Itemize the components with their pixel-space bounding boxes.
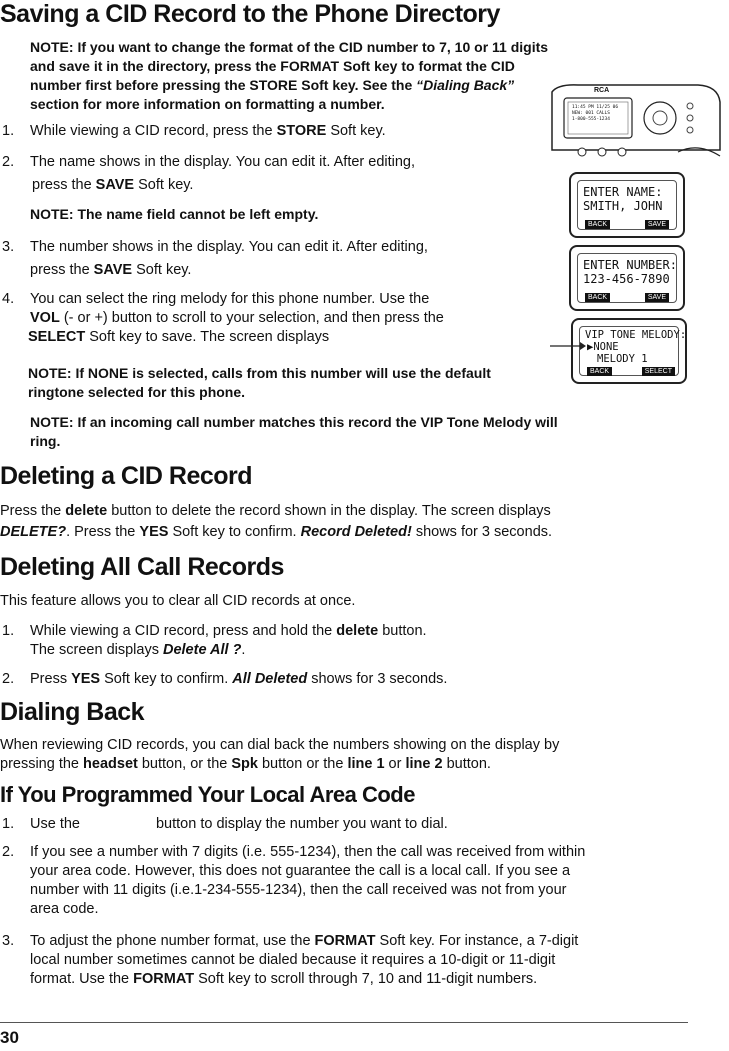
step-number: 2. xyxy=(2,154,15,170)
key-delete: delete xyxy=(336,623,379,639)
step-text: Soft key. xyxy=(134,177,194,193)
delete-all-intro: This feature allows you to clear all CID records at once. xyxy=(0,593,356,609)
para-text: When reviewing CID records, you can dial back the numbers showing on the display by xyxy=(0,737,560,753)
step-text: While viewing a CID record, press and hold the xyxy=(30,623,337,639)
step-text: press the xyxy=(32,177,96,193)
lcd-enter-number xyxy=(569,245,685,311)
step-text: Soft key. xyxy=(132,262,192,278)
step-text: shows for 3 seconds. xyxy=(307,671,448,687)
note-name-required: NOTE: The name field cannot be left empty. xyxy=(30,206,319,222)
area-code-step-1 xyxy=(2,815,448,834)
para-text: Press the xyxy=(0,503,66,519)
step-text: The screen displays xyxy=(30,642,163,658)
lcd-line: ENTER NAME: xyxy=(583,185,663,199)
note-line: section for more information on formatting a number. xyxy=(30,96,385,112)
key-save: SAVE xyxy=(93,262,133,278)
section-title-saving-cid: Saving a CID Record to the Phone Directory xyxy=(0,0,500,28)
key-select: SELECT xyxy=(28,329,86,345)
dialing-back-paragraph xyxy=(0,736,600,774)
step-3 xyxy=(2,238,428,280)
para-text: pressing the xyxy=(0,756,84,772)
step-number: 4. xyxy=(2,291,15,307)
key-spk: Spk xyxy=(231,756,258,772)
step-text: The name shows in the display. You can edit it. After editing, xyxy=(30,154,416,170)
step-text: The number shows in the display. You can edit it. After editing, xyxy=(30,239,428,255)
note-italic-ref: “Dialing Back” xyxy=(416,77,515,93)
screen-text-all-deleted: All Deleted xyxy=(232,671,308,687)
key-line-1: line 1 xyxy=(347,756,385,772)
note-line: NOTE: If you want to change the format of the CID number to 7, 10 or 11 digits xyxy=(30,39,549,55)
step-text: Press xyxy=(30,671,72,687)
step-text: button to display the number you want to dial. xyxy=(155,816,448,832)
note-none-ringtone xyxy=(28,364,491,402)
step-text: format. Use the xyxy=(30,971,134,987)
lcd-line: ENTER NUMBER: xyxy=(583,258,677,272)
step-number: 3. xyxy=(2,933,15,949)
key-format: FORMAT xyxy=(133,971,195,987)
key-yes: YES xyxy=(71,671,101,687)
section-title-deleting-cid: Deleting a CID Record xyxy=(0,462,253,490)
step-text: Use the xyxy=(30,816,80,832)
step-number: 1. xyxy=(2,623,15,639)
note-line: NOTE: If an incoming call number matches this record the VIP Tone Melody will xyxy=(30,414,558,430)
note-line xyxy=(30,76,610,95)
step-text: press the xyxy=(30,262,94,278)
lcd-line: SMITH, JOHN xyxy=(583,199,663,213)
step-text: Soft key to confirm. xyxy=(100,671,233,687)
step-text: You can select the ring melody for this phone number. Use the xyxy=(30,291,430,307)
step-text: Soft key. xyxy=(326,123,386,139)
lcd-vip-melody xyxy=(571,318,687,384)
section-title-deleting-all: Deleting All Call Records xyxy=(0,553,284,581)
note-line: ring. xyxy=(30,433,61,449)
step-number: 3. xyxy=(2,239,15,255)
lcd-line: VIP TONE MELODY: xyxy=(585,329,687,341)
key-store: STORE xyxy=(276,123,327,139)
lcd-line: ▶NONE xyxy=(587,341,619,353)
step-1 xyxy=(2,122,386,141)
lcd-line: 123-456-7890 xyxy=(583,272,670,286)
note-line: NOTE: If NONE is selected, calls from this number will use the default xyxy=(28,365,491,381)
lcd-enter-name xyxy=(569,172,685,238)
softkey-back: BACK xyxy=(585,293,610,302)
step-text: If you see a number with 7 digits (i.e. 555-1234), then the call was received from within xyxy=(30,844,586,860)
key-headset: headset xyxy=(83,756,138,772)
step-text: your area code. However, this does not guarantee the call is a local call. If you see a xyxy=(30,863,571,879)
lcd-option: NONE xyxy=(593,341,619,353)
phone-display-line: NEW: 001 CALLS xyxy=(572,111,610,116)
step-number: 1. xyxy=(2,123,15,139)
step-4 xyxy=(2,290,444,347)
softkey-back: BACK xyxy=(585,220,610,229)
softkey-back: BACK xyxy=(587,367,612,376)
delete-all-step-2 xyxy=(2,670,447,689)
phone-illustration xyxy=(548,82,724,160)
screen-text-delete-all: Delete All ? xyxy=(162,642,242,658)
step-text: (- or +) button to scroll to your selection, and then press the xyxy=(59,310,444,326)
step-text: Soft key. For instance, a 7-digit xyxy=(375,933,579,949)
key-delete: delete xyxy=(65,503,108,519)
step-2 xyxy=(2,153,415,195)
step-text: local number sometimes cannot be dialed because it requires a 10-digit or 11-digit xyxy=(30,952,556,968)
para-text: shows for 3 seconds. xyxy=(411,524,553,540)
phone-display-line: 1-800-555-1234 xyxy=(572,117,610,122)
step-text: While viewing a CID record, press the xyxy=(30,123,277,139)
softkey-select: SELECT xyxy=(642,367,675,376)
step-text: To adjust the phone number format, use the xyxy=(30,933,315,949)
note-vip-melody xyxy=(30,413,558,451)
footer-rule xyxy=(0,1022,688,1023)
step-text: Soft key to save. The screen displays xyxy=(85,329,330,345)
step-text: number with 11 digits (i.e.1-234-555-1234), then the call received was not from your xyxy=(30,882,567,898)
para-text: Soft key to confirm. xyxy=(168,524,301,540)
section-title-dialing-back: Dialing Back xyxy=(0,698,145,726)
delete-record-paragraph xyxy=(0,502,600,542)
note-format xyxy=(30,38,610,114)
para-text: or xyxy=(384,756,406,772)
para-text: button or the xyxy=(257,756,348,772)
screen-text-record-deleted: Record Deleted! xyxy=(300,524,412,540)
para-text: button to delete the record shown in the display. The screen displays xyxy=(107,503,551,519)
key-save: SAVE xyxy=(95,177,135,193)
softkey-save: SAVE xyxy=(645,220,669,229)
note-line: and save it in the directory, press the FORMAT Soft key to format the CID xyxy=(30,58,515,74)
key-line-2: line 2 xyxy=(405,756,443,772)
key-yes: YES xyxy=(139,524,169,540)
step-number: 1. xyxy=(2,816,15,832)
section-title-local-area-code: If You Programmed Your Local Area Code xyxy=(0,782,415,807)
screen-text-delete: DELETE? xyxy=(0,524,67,540)
key-format: FORMAT xyxy=(314,933,376,949)
step-text: . xyxy=(241,642,246,658)
area-code-step-3 xyxy=(2,932,578,989)
softkey-save: SAVE xyxy=(645,293,669,302)
page-number: 30 xyxy=(0,1028,19,1047)
para-text: . Press the xyxy=(66,524,140,540)
lcd-line: MELODY 1 xyxy=(597,353,648,365)
key-vol: VOL xyxy=(30,310,60,326)
delete-all-step-1 xyxy=(2,622,427,660)
step-number: 2. xyxy=(2,671,15,687)
area-code-step-2 xyxy=(2,843,585,919)
para-text: button. xyxy=(442,756,491,772)
step-text: area code. xyxy=(30,901,99,917)
phone-display-text xyxy=(572,105,618,123)
phone-display-line: 11:45 PM 11/25 06 xyxy=(572,105,619,110)
arrow-pointer xyxy=(550,341,586,351)
step-text: Soft key to scroll through 7, 10 and 11-digit numbers. xyxy=(194,971,538,987)
note-text: number first before pressing the STORE Soft key. See the xyxy=(30,77,417,93)
step-number: 2. xyxy=(2,844,15,860)
note-line: ringtone selected for this phone. xyxy=(28,384,246,400)
para-text: button, or the xyxy=(137,756,232,772)
phone-brand-logo: RCA xyxy=(594,87,610,94)
step-text: button. xyxy=(378,623,427,639)
